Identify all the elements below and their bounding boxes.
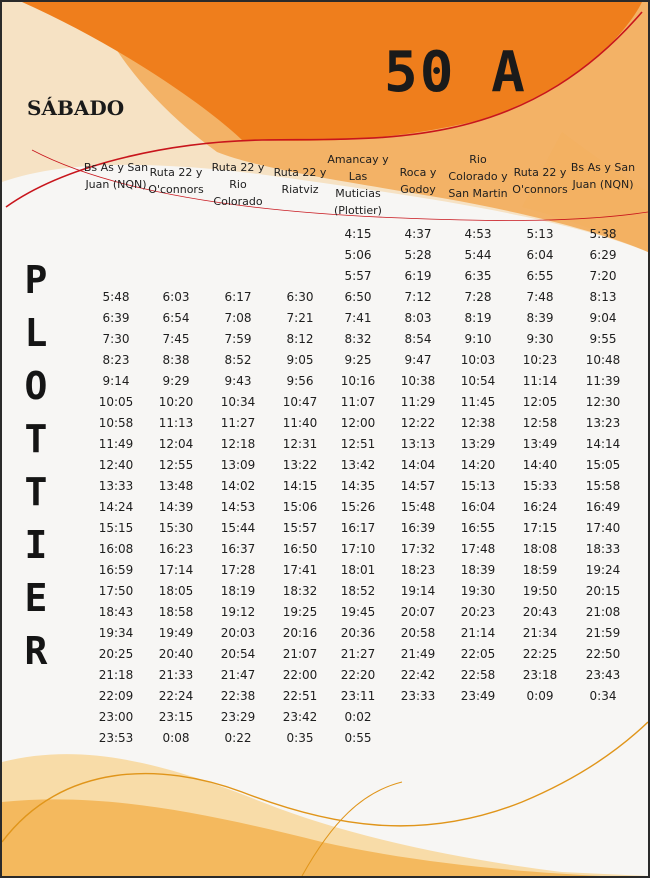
time-cell: 21:14 [460,626,496,640]
time-cell: 14:15 [282,479,318,493]
time-cell: 17:15 [522,521,558,535]
time-cell: 7:20 [589,269,617,283]
time-cell: 6:19 [404,269,432,283]
time-cell: 16:39 [400,521,436,535]
time-cell: 14:04 [400,458,436,472]
city-letter: E [24,576,48,620]
time-cell: 22:42 [400,668,436,682]
time-cell: 0:35 [286,731,314,745]
time-cell: 18:33 [585,542,621,556]
time-cell: 16:37 [220,542,256,556]
time-cell: 9:04 [589,311,617,325]
city-letter: T [24,470,48,514]
time-cell: 13:49 [522,437,558,451]
time-cell: 15:06 [282,500,318,514]
time-cell: 7:41 [344,311,372,325]
time-cell: 8:32 [344,332,372,346]
time-cell: 18:43 [98,605,134,619]
time-cell: 18:52 [340,584,376,598]
time-cell: 18:39 [460,563,496,577]
city-name-vertical [16,254,56,678]
time-cell: 15:48 [400,500,436,514]
time-cell: 6:30 [286,290,314,304]
column-header: Amancay y Las Muticias (Plottier) [327,153,389,217]
time-cell: 15:44 [220,521,256,535]
time-cell: 5:06 [344,248,372,262]
time-cell: 6:29 [589,248,617,262]
time-cell: 17:32 [400,542,436,556]
time-cell: 4:37 [404,227,432,241]
time-cell: 20:07 [400,605,436,619]
time-cell: 17:14 [158,563,194,577]
time-cell: 14:35 [340,479,376,493]
time-cell: 8:19 [464,311,492,325]
time-cell: 6:39 [102,311,130,325]
time-cell: 19:45 [340,605,376,619]
time-cell: 21:33 [158,668,194,682]
time-cell: 9:56 [286,374,314,388]
time-cell: 11:13 [158,416,194,430]
time-cell: 13:23 [585,416,621,430]
city-letter: I [24,523,48,567]
time-cell: 23:43 [585,668,621,682]
time-cell: 9:14 [102,374,130,388]
time-cell: 13:42 [340,458,376,472]
time-cell: 5:38 [589,227,617,241]
time-cell: 0:34 [589,689,617,703]
time-cell: 23:53 [98,731,134,745]
time-cell: 22:50 [585,647,621,661]
time-cell: 21:18 [98,668,134,682]
time-cell: 6:55 [526,269,554,283]
time-cell: 0:55 [344,731,372,745]
time-cell: 22:00 [282,668,318,682]
time-cell: 18:32 [282,584,318,598]
time-cell: 19:14 [400,584,436,598]
time-cell: 21:47 [220,668,256,682]
time-cell: 11:39 [585,374,621,388]
time-cell: 11:14 [522,374,558,388]
time-cell: 21:07 [282,647,318,661]
time-cell: 8:13 [589,290,617,304]
time-cell: 10:23 [522,353,558,367]
time-cell: 16:04 [460,500,496,514]
time-cell: 10:54 [460,374,496,388]
time-cell: 14:53 [220,500,256,514]
time-cell: 16:59 [98,563,134,577]
column-header: Bs As y San Juan (NQN) [570,161,636,191]
city-letter: T [24,417,48,461]
time-cell: 9:10 [464,332,492,346]
time-cell: 12:00 [340,416,376,430]
time-cell: 11:07 [340,395,376,409]
time-cell: 18:23 [400,563,436,577]
time-cell: 0:08 [162,731,190,745]
time-cell: 0:02 [344,710,372,724]
time-cell: 5:44 [464,248,492,262]
column-header: Ruta 22 y O'connors [148,166,204,196]
time-cell: 16:49 [585,500,621,514]
time-cell: 0:09 [526,689,554,703]
time-cell: 20:54 [220,647,256,661]
time-cell: 5:48 [102,290,130,304]
time-cell: 6:35 [464,269,492,283]
time-cell: 13:22 [282,458,318,472]
time-cell: 13:33 [98,479,134,493]
time-cell: 20:25 [98,647,134,661]
time-cell: 15:13 [460,479,496,493]
time-cell: 10:58 [98,416,134,430]
time-cell: 9:29 [162,374,190,388]
city-letter: L [24,311,48,355]
time-cell: 10:38 [400,374,436,388]
time-cell: 23:42 [282,710,318,724]
time-cell: 23:29 [220,710,256,724]
time-cell: 6:04 [526,248,554,262]
time-cell: 12:55 [158,458,194,472]
time-cell: 10:16 [340,374,376,388]
time-cell: 19:24 [585,563,621,577]
time-cell: 18:58 [158,605,194,619]
time-cell: 19:50 [522,584,558,598]
time-cell: 8:39 [526,311,554,325]
time-cell: 9:25 [344,353,372,367]
time-cell: 12:18 [220,437,256,451]
time-cell: 10:48 [585,353,621,367]
time-cell: 15:26 [340,500,376,514]
time-cell: 19:49 [158,626,194,640]
time-cell: 7:08 [224,311,252,325]
time-cell: 9:43 [224,374,252,388]
time-cell: 22:05 [460,647,496,661]
time-cell: 5:28 [404,248,432,262]
time-cell: 13:09 [220,458,256,472]
time-cell: 4:15 [344,227,372,241]
time-cell: 12:22 [400,416,436,430]
time-cell: 22:20 [340,668,376,682]
time-cell: 15:33 [522,479,558,493]
time-cell: 13:13 [400,437,436,451]
time-cell: 7:12 [404,290,432,304]
time-cell: 12:04 [158,437,194,451]
time-cell: 23:49 [460,689,496,703]
time-cell: 14:14 [585,437,621,451]
time-cell: 12:31 [282,437,318,451]
time-cell: 0:22 [224,731,252,745]
time-cell: 7:28 [464,290,492,304]
column-header: Rio Colorado y San Martin [448,153,508,200]
time-cell: 16:08 [98,542,134,556]
time-cell: 16:55 [460,521,496,535]
time-cell: 17:40 [585,521,621,535]
time-cell: 11:45 [460,395,496,409]
time-cell: 11:40 [282,416,318,430]
time-cell: 21:34 [522,626,558,640]
time-cell: 7:59 [224,332,252,346]
time-cell: 16:50 [282,542,318,556]
time-cell: 21:08 [585,605,621,619]
time-cell: 11:27 [220,416,256,430]
time-cell: 20:40 [158,647,194,661]
time-cell: 8:38 [162,353,190,367]
time-cell: 13:48 [158,479,194,493]
time-cell: 16:23 [158,542,194,556]
column-header: Roca y Godoy [399,166,437,196]
time-cell: 13:29 [460,437,496,451]
time-cell: 6:17 [224,290,252,304]
city-letter: R [24,629,48,673]
time-cell: 14:39 [158,500,194,514]
city-letter: O [24,364,48,408]
time-cell: 12:40 [98,458,134,472]
time-cell: 18:08 [522,542,558,556]
time-cell: 15:57 [282,521,318,535]
time-cell: 8:03 [404,311,432,325]
column-header: Ruta 22 y O'connors [512,166,568,196]
time-cell: 20:03 [220,626,256,640]
time-cell: 4:53 [464,227,492,241]
time-cell: 15:05 [585,458,621,472]
time-cell: 6:50 [344,290,372,304]
time-cell: 10:34 [220,395,256,409]
time-cell: 17:28 [220,563,256,577]
time-cell: 21:59 [585,626,621,640]
time-cell: 22:38 [220,689,256,703]
time-cell: 5:13 [526,227,554,241]
time-cell: 23:15 [158,710,194,724]
time-cell: 7:21 [286,311,314,325]
city-letter: P [24,258,48,302]
time-cell: 8:52 [224,353,252,367]
column-header: Ruta 22 y Rio Colorado [211,161,265,208]
time-cell: 11:29 [400,395,436,409]
time-cell: 18:01 [340,563,376,577]
time-cell: 21:27 [340,647,376,661]
time-cell: 7:30 [102,332,130,346]
time-cell: 6:54 [162,311,190,325]
time-cell: 14:02 [220,479,256,493]
time-cell: 9:55 [589,332,617,346]
time-cell: 14:57 [400,479,436,493]
time-cell: 10:03 [460,353,496,367]
time-cell: 9:30 [526,332,554,346]
time-cell: 19:25 [282,605,318,619]
time-cell: 7:45 [162,332,190,346]
time-cell: 22:09 [98,689,134,703]
time-cell: 12:05 [522,395,558,409]
time-cell: 9:05 [286,353,314,367]
day-label: SÁBADO [27,96,125,120]
time-cell: 21:49 [400,647,436,661]
time-cell: 17:10 [340,542,376,556]
time-cell: 15:58 [585,479,621,493]
time-cell: 8:23 [102,353,130,367]
time-cell: 20:15 [585,584,621,598]
time-cell: 19:30 [460,584,496,598]
time-cell: 20:16 [282,626,318,640]
time-cell: 20:23 [460,605,496,619]
time-cell: 22:25 [522,647,558,661]
time-cell: 14:24 [98,500,134,514]
time-cell: 15:15 [98,521,134,535]
time-cell: 10:47 [282,395,318,409]
time-cell: 19:12 [220,605,256,619]
time-cell: 17:41 [282,563,318,577]
time-cell: 14:20 [460,458,496,472]
column-header: Bs As y San Juan (NQN) [83,161,149,191]
time-cell: 5:57 [344,269,372,283]
time-cell: 20:43 [522,605,558,619]
time-cell: 22:51 [282,689,318,703]
time-cell: 20:58 [400,626,436,640]
time-cell: 19:34 [98,626,134,640]
time-cell: 16:24 [522,500,558,514]
time-cell: 22:58 [460,668,496,682]
time-cell: 12:58 [522,416,558,430]
route-number: 50 A [384,40,527,105]
time-cell: 8:12 [286,332,314,346]
time-cell: 18:19 [220,584,256,598]
time-cell: 16:17 [340,521,376,535]
time-cell: 9:47 [404,353,432,367]
time-cell: 17:48 [460,542,496,556]
time-cell: 23:18 [522,668,558,682]
time-cell: 12:30 [585,395,621,409]
time-cell: 23:33 [400,689,436,703]
time-cell: 15:30 [158,521,194,535]
time-cell: 14:40 [522,458,558,472]
time-cell: 12:51 [340,437,376,451]
time-cell: 18:59 [522,563,558,577]
time-cell: 23:11 [340,689,376,703]
time-cell: 8:54 [404,332,432,346]
time-cell: 12:38 [460,416,496,430]
time-cell: 23:00 [98,710,134,724]
time-cell: 11:49 [98,437,134,451]
time-cell: 6:03 [162,290,190,304]
time-cell: 7:48 [526,290,554,304]
time-cell: 20:36 [340,626,376,640]
time-cell: 22:24 [158,689,194,703]
time-cell: 18:05 [158,584,194,598]
time-cell: 17:50 [98,584,134,598]
time-cell: 10:20 [158,395,194,409]
column-header: Ruta 22 y Riatviz [273,166,327,196]
time-cell: 10:05 [98,395,134,409]
